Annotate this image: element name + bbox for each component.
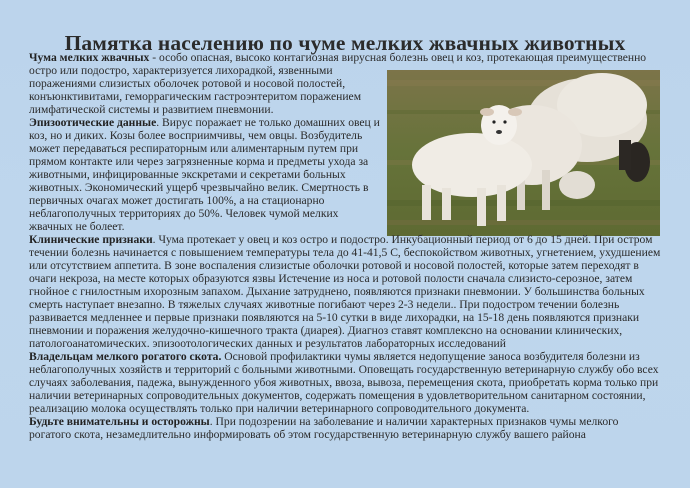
text-line: Будьте внимательны и осторожны. При подозрении на заболевание и наличии характерных признаков чумы мелкого [29, 415, 619, 428]
text-line: очаги некроза, на месте которых образуются язвы Истечение из носа и ротовой полости сначала слизисто-серозное, затем [29, 272, 633, 285]
section-heading-plague: Чума мелких жвачных [29, 51, 150, 64]
text-line: животных. Экономический ущерб чрезвычайно велик. Смертность в [29, 181, 369, 194]
text-line: Чума мелких жвачных - особо опасная, высоко контагиозная вирусная болезнь овец и коз, протекающая преимущественно [29, 51, 647, 64]
text-line: лимфатической системы и развитием пневмонии. [29, 103, 274, 116]
text-line: патологоанатомических. эпизоотологических данных и результатов лабораторных исследований [29, 337, 506, 350]
text-line: пневмонии и поражения желудочно-кишечного тракта (диарея). Диагноз ставят комплексно на основании клинических, [29, 324, 623, 337]
section-heading-clinical: Клинические признаки [29, 233, 153, 246]
text-line: первичных очагах может достигать 100%, а на стационарно [29, 194, 325, 207]
text-line: коз, но и диких. Козы более восприимчивы, чем овцы. Возбудитель [29, 129, 363, 142]
text-line: случаях заболевания, падежа, вынужденного убоя животных, ввоза, вывоза, перемещения скота, приобретать корма только при [29, 376, 659, 389]
text-line: конъюнктивитами, геморрагическим гастроэнтеритом поражением [29, 90, 362, 103]
text-line: поражениями слизистых оболочек ротовой и носовой полостей, [29, 77, 346, 90]
text-line: наличии ветеринарных сопроводительных документов, содержать помещения в удовлетворительном санитарном состоянии, [29, 389, 646, 402]
text-line: гнойное с гнилостным ихорозным запахом. Дыхание затруднено, появляются признаки пневмонии. У большинства больных [29, 285, 645, 298]
section-heading-warning: Будьте внимательны и осторожны [29, 415, 210, 428]
text-line: течении болезнь начинается с повышением температуры тела до 41-41,5 С, беспокойством животных, угнетением, ухудшением [29, 246, 661, 259]
text-line: неблагополучных территориях до 50%. Человек чумой мелких [29, 207, 339, 220]
text-line: развивается медленнее и первые признаки появляются на 5-10 сутки в виде лихорадки, на 15-18 день появляются признаки [29, 311, 640, 324]
text-line: животными, инфицированные экскретами и секретами больных [29, 168, 346, 181]
text-line: реализацию молока осуществлять только при наличии ветеринарного сопроводительного документа. [29, 402, 530, 415]
text-line: рогатого скота, незамедлительно информировать об этом государственную ветеринарную службу вашего района [29, 428, 586, 441]
section-heading-owners: Владельцам мелкого рогатого скота. [29, 350, 222, 363]
text-line: смерть наступает внезапно. В тяжелых случаях животные погибают через 2-3 недели.. При подостром течении болезнь [29, 298, 620, 311]
text-line: неблагополучных хозяйств и территорий с больными животными. Оповещать государственную ветеринарную службу обо всех [29, 363, 659, 376]
text-line: Эпизоотические данные. Вирус поражает не только домашних овец и [29, 116, 380, 129]
text-line: Клинические признаки. Чума протекает у овец и коз остро и подостро. Инкубационный период от 6 до 15 дней. При остром [29, 233, 653, 246]
page-title: Памятка населению по чуме мелких жвачных животных [64, 31, 626, 55]
text-line: или отсутствием аппетита. В зоне воспаления слизистые оболочки ротовой и носовой полостей, которые затем переходят в [29, 259, 639, 272]
text-line: может передаваться респираторным или алиментарным путем при [29, 142, 359, 155]
text-line: жвачных не болеет. [29, 220, 125, 233]
section-heading-epizootic: Эпизоотические данные [29, 116, 157, 129]
text-line: прямом контакте или через загрязненные корма и предметы ухода за [29, 155, 369, 168]
text-line: остро или подостро, характеризуется лихорадкой, язвенными [29, 64, 333, 77]
text-line: Владельцам мелкого рогатого скота. Основой профилактики чумы является недопущение заноса возбудителя болезни из [29, 350, 640, 363]
leaflet-body [29, 51, 669, 441]
